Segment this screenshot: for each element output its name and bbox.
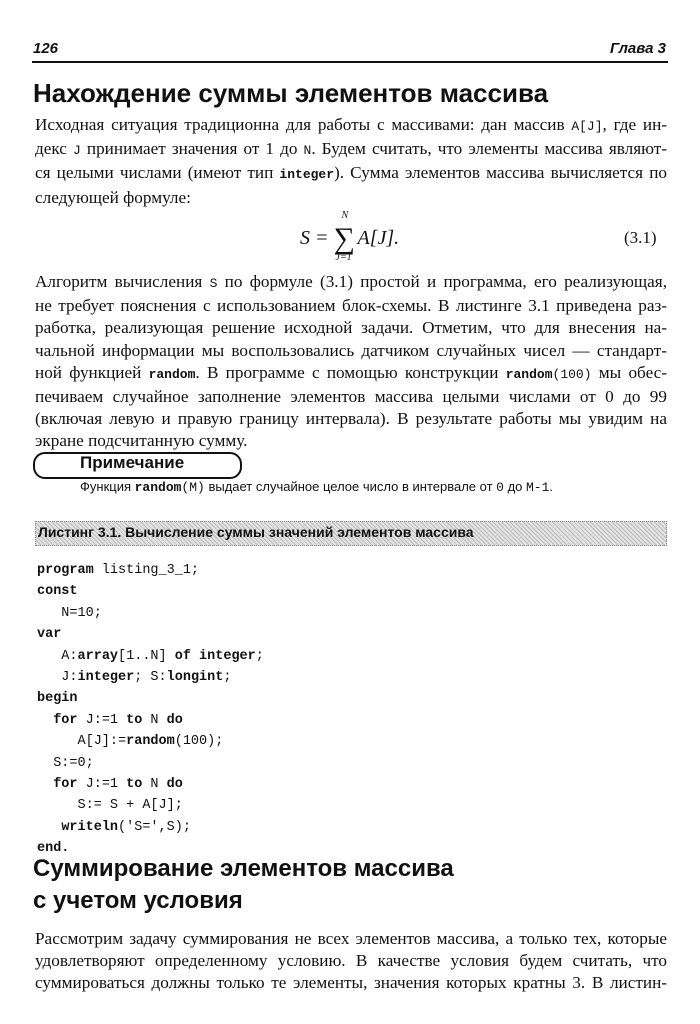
section2-title [33,853,454,917]
text-run: декс [35,139,73,159]
text-run: ). Сумма элементов массива вычисляется по [334,163,667,183]
text-line [35,295,667,317]
code-line [37,667,264,688]
code-line [37,603,264,624]
code-text [37,777,53,792]
text-run: мы обес- [591,362,667,382]
code-text [37,713,53,728]
code-listing [37,560,264,860]
note-label: Примечание [80,453,185,472]
code-text: S:= S + A[J]; [37,798,183,814]
text-run: принимает значения от 1 до [80,139,304,159]
code-text: J: [37,670,78,686]
code-text: N [142,712,167,728]
code-keyword: to [126,777,143,793]
code-keyword: writeln [61,819,119,835]
code-keyword: begin [37,691,78,707]
text-run: печиваем случайное заполнение элементов массива целыми числами от 0 до 99 [35,387,667,407]
code-keyword: const [37,584,78,600]
code-line [37,581,264,602]
header-rule [32,61,668,63]
code-line [37,688,264,709]
inline-code: integer [279,167,335,183]
section2-title-line2: с учетом условия [33,887,243,914]
code-line [37,753,264,774]
text-run: не требует пояснения с использованием блок-схемы. В листинге 3.1 приведена раз- [35,296,667,316]
sum-upper-limit: N [341,210,349,221]
code-text: listing_3_1; [93,563,200,578]
sigma-symbol: ∑ [333,222,355,255]
code-line [37,817,264,838]
text-line [35,138,667,162]
inline-code: A[J] [571,119,603,134]
formula-body: A[J]. [357,227,400,249]
inline-code: (100) [552,366,592,382]
text-line [35,114,667,138]
code-line [37,731,264,752]
text-run: ся целыми числами (имеют тип [35,163,280,183]
section2-title-line1: Суммирование элементов массива [33,855,454,882]
code-keyword: for [53,777,78,793]
inline-code: M-1 [526,480,550,495]
code-line [37,710,264,731]
text-run: Функция [80,479,135,494]
text-run: экране подсчитанную сумму. [35,431,248,451]
text-run: Рассмотрим задачу суммирования не всех элементов массива, а только тех, которые [35,929,667,948]
code-text: A: [37,648,78,664]
code-text: ; [223,670,232,686]
text-run: следующей формуле: [35,187,191,207]
page-number: 126 [33,40,59,57]
text-line [35,972,667,994]
code-line [37,795,264,816]
chapter-label: Глава 3 [609,40,666,57]
code-text: (100); [174,734,224,750]
code-keyword: longint [166,670,224,686]
code-keyword: end. [37,841,70,857]
code-text: ('S=',S); [118,819,191,835]
code-text: J:=1 [77,712,127,728]
text-run: , где ин- [602,115,667,134]
inline-code: N [303,143,312,159]
formula [300,210,400,263]
code-text [37,820,61,835]
inline-code: random [134,480,182,495]
note-text [80,479,553,495]
inline-code: random [505,366,553,382]
sum-lower-limit: J=1 [335,252,352,263]
equation-number: (3.1) [624,228,657,247]
text-line [35,430,667,452]
code-keyword: do [166,777,183,793]
code-text: ; [255,648,264,664]
code-text: S:=0; [37,755,94,771]
listing-title: Листинг 3.1. Вычисление суммы значений элементов массива [38,524,474,540]
text-run: по формуле (3.1) простой и программа, его реализующая, [217,272,667,291]
text-run: до [503,479,526,494]
code-line [37,774,264,795]
inline-code: S [209,276,218,291]
text-run: . В программе с помощью конструкции [195,362,506,382]
code-keyword: random [126,734,175,750]
text-line [35,386,667,408]
code-keyword: to [126,712,143,728]
section-title: Нахождение суммы элементов массива [33,78,549,108]
text-line [35,340,667,362]
code-line [37,624,264,645]
paragraph-1 [35,114,667,209]
code-keyword: array [77,648,119,664]
text-run: суммироваться должны только те элементы, значения которых кратны 3. В листин- [35,973,667,993]
paragraph-3 [35,928,667,995]
code-keyword: var [37,627,62,643]
inline-code: 0 [496,480,504,495]
text-run: Исходная ситуация традиционна для работы с массивами: дан массив [35,115,572,134]
text-line [35,271,667,295]
text-line [35,408,667,430]
inline-code: random [148,366,196,382]
paragraph-2 [35,271,667,453]
code-keyword: for [53,712,78,728]
text-line [35,950,667,972]
code-keyword: of integer [174,648,256,664]
text-run: чальной информации мы воспользовались датчиком случайных чисел — стандарт- [35,340,667,360]
text-run: (включая левую и правую границу интервала). В результате работы мы увидим на [35,409,667,429]
code-line [37,560,264,581]
code-keyword: integer [77,670,135,686]
text-run: . [549,479,554,494]
formula-lhs: S = [300,227,329,249]
inline-code: J [73,143,81,159]
text-run: удовлетворяют определенному условию. В качестве условия будем считать, что [35,951,667,971]
code-text: A[J]:= [37,734,127,750]
code-text: J:=1 [77,777,127,793]
text-run: ной функцией [35,362,149,382]
text-line [35,162,667,186]
code-text: N=10; [37,605,102,621]
code-text: ; S: [134,670,167,686]
code-keyword: do [166,712,183,728]
text-run: выдает случайное целое число в интервале от [204,479,497,494]
code-text: N [142,777,167,793]
inline-code: (M) [181,480,205,495]
code-line [37,646,264,667]
text-line [35,187,667,209]
text-run: Алгоритм вычисления [35,272,210,291]
text-line [35,317,667,339]
text-run: работка, реализующая решение исходной задачи. Отметим, что для внесения на- [35,318,667,338]
text-run: . Будем считать, что элементы массива являют- [311,139,667,159]
text-line [35,362,667,386]
text-line [35,928,667,950]
code-keyword: program [37,563,94,578]
code-text: [1..N] [118,648,175,664]
